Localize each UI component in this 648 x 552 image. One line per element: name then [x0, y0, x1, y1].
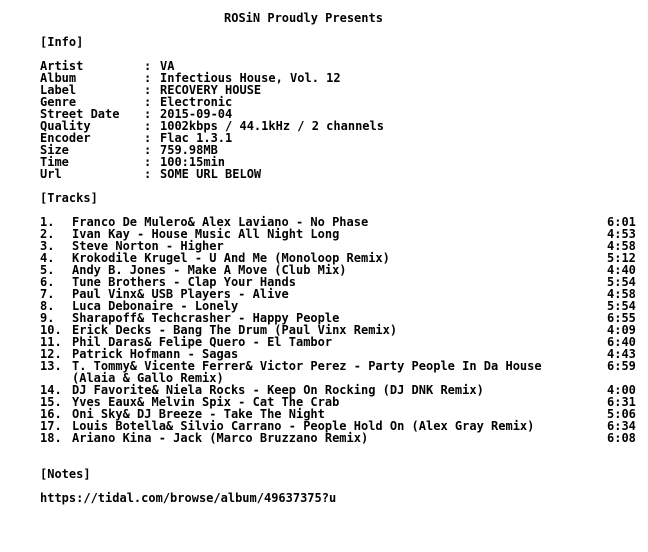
info-key: Quality: [40, 119, 91, 133]
track-duration: 6:34: [607, 419, 636, 433]
track-number: 9.: [40, 311, 55, 325]
info-key: Url: [40, 167, 62, 181]
info-separator: :: [144, 71, 152, 85]
info-separator: :: [144, 119, 152, 133]
track-number: 2.: [40, 227, 55, 241]
track-duration: 6:31: [607, 395, 636, 409]
info-section-label: [Info]: [40, 35, 84, 49]
track-title: Ariano Kina - Jack (Marco Bruzzano Remix): [72, 431, 369, 445]
track-duration: 4:53: [607, 227, 636, 241]
info-key: Artist: [40, 59, 84, 73]
track-title: Phil Daras& Felipe Quero - El Tambor: [72, 335, 333, 349]
info-value: VA: [160, 59, 175, 73]
track-title: Yves Eaux& Melvin Spix - Cat The Crab: [72, 395, 340, 409]
track-number: 15.: [40, 395, 62, 409]
info-separator: :: [144, 59, 152, 73]
info-key: Label: [40, 83, 77, 97]
track-duration: 6:01: [607, 215, 636, 229]
tracks-section-label: [Tracks]: [40, 191, 98, 205]
track-duration: 6:08: [607, 431, 636, 445]
track-duration: 6:55: [607, 311, 636, 325]
track-title: Oni Sky& DJ Breeze - Take The Night: [72, 407, 325, 421]
track-title: Paul Vinx& USB Players - Alive: [72, 287, 289, 301]
track-duration: 4:00: [607, 383, 636, 397]
track-duration: 4:58: [607, 287, 636, 301]
track-number: 3.: [40, 239, 55, 253]
track-title: Louis Botella& Silvio Carrano - People Hold On (Alex Gray Remix): [72, 419, 535, 433]
info-separator: :: [144, 83, 152, 97]
track-duration: 5:12: [607, 251, 636, 265]
track-number: 6.: [40, 275, 55, 289]
track-duration: 5:54: [607, 275, 636, 289]
track-duration: 4:58: [607, 239, 636, 253]
info-separator: :: [144, 143, 152, 157]
track-number: 8.: [40, 299, 55, 313]
track-number: 12.: [40, 347, 62, 361]
track-title-continuation: (Alaia & Gallo Remix): [72, 371, 224, 385]
track-number: 4.: [40, 251, 55, 265]
info-key: Time: [40, 155, 69, 169]
info-key: Album: [40, 71, 77, 85]
track-title: Krokodile Krugel - U And Me (Monoloop Remix): [72, 251, 390, 265]
info-separator: :: [144, 131, 152, 145]
info-separator: :: [144, 107, 152, 121]
track-number: 11.: [40, 335, 62, 349]
track-duration: 4:43: [607, 347, 636, 361]
info-key: Genre: [40, 95, 77, 109]
track-duration: 4:09: [607, 323, 636, 337]
track-duration: 5:54: [607, 299, 636, 313]
info-separator: :: [144, 155, 152, 169]
info-value: 759.98MB: [160, 143, 218, 157]
track-title: Andy B. Jones - Make A Move (Club Mix): [72, 263, 347, 277]
track-number: 14.: [40, 383, 62, 397]
info-value: Flac 1.3.1: [160, 131, 233, 145]
info-value: 2015-09-04: [160, 107, 233, 121]
info-key: Encoder: [40, 131, 91, 145]
track-title: T. Tommy& Vicente Ferrer& Victor Perez - Party People In Da House: [72, 359, 542, 373]
info-separator: :: [144, 167, 152, 181]
track-duration: 6:40: [607, 335, 636, 349]
info-value: Infectious House, Vol. 12: [160, 71, 341, 85]
info-key: Size: [40, 143, 69, 157]
track-number: 17.: [40, 419, 62, 433]
track-number: 7.: [40, 287, 55, 301]
release-header: ROSiN Proudly Presents: [224, 11, 383, 25]
track-duration: 5:06: [607, 407, 636, 421]
track-title: Sharapoff& Techcrasher - Happy People: [72, 311, 340, 325]
track-duration: 4:40: [607, 263, 636, 277]
notes-url: https://tidal.com/browse/album/49637375?u: [40, 491, 337, 505]
track-duration: 6:59: [607, 359, 636, 373]
track-title: Steve Norton - Higher: [72, 239, 224, 253]
track-title: Franco De Mulero& Alex Laviano - No Phase: [72, 215, 369, 229]
track-number: 18.: [40, 431, 62, 445]
track-title: Patrick Hofmann - Sagas: [72, 347, 239, 361]
info-value: SOME URL BELOW: [160, 167, 262, 181]
track-title: Erick Decks - Bang The Drum (Paul Vinx Remix): [72, 323, 398, 337]
info-value: 1002kbps / 44.1kHz / 2 channels: [160, 119, 384, 133]
track-title: Luca Debonaire - Lonely: [72, 299, 239, 313]
info-value: Electronic: [160, 95, 233, 109]
track-number: 1.: [40, 215, 55, 229]
info-value: RECOVERY HOUSE: [160, 83, 262, 97]
track-number: 13.: [40, 359, 62, 373]
notes-section-label: [Notes]: [40, 467, 91, 481]
track-number: 5.: [40, 263, 55, 277]
info-key: Street Date: [40, 107, 120, 121]
info-separator: :: [144, 95, 152, 109]
track-number: 10.: [40, 323, 62, 337]
track-title: Ivan Kay - House Music All Night Long: [72, 227, 340, 241]
info-value: 100:15min: [160, 155, 226, 169]
track-title: Tune Brothers - Clap Your Hands: [72, 275, 296, 289]
track-number: 16.: [40, 407, 62, 421]
track-title: DJ Favorite& Niela Rocks - Keep On Rocking (DJ DNK Remix): [72, 383, 484, 397]
